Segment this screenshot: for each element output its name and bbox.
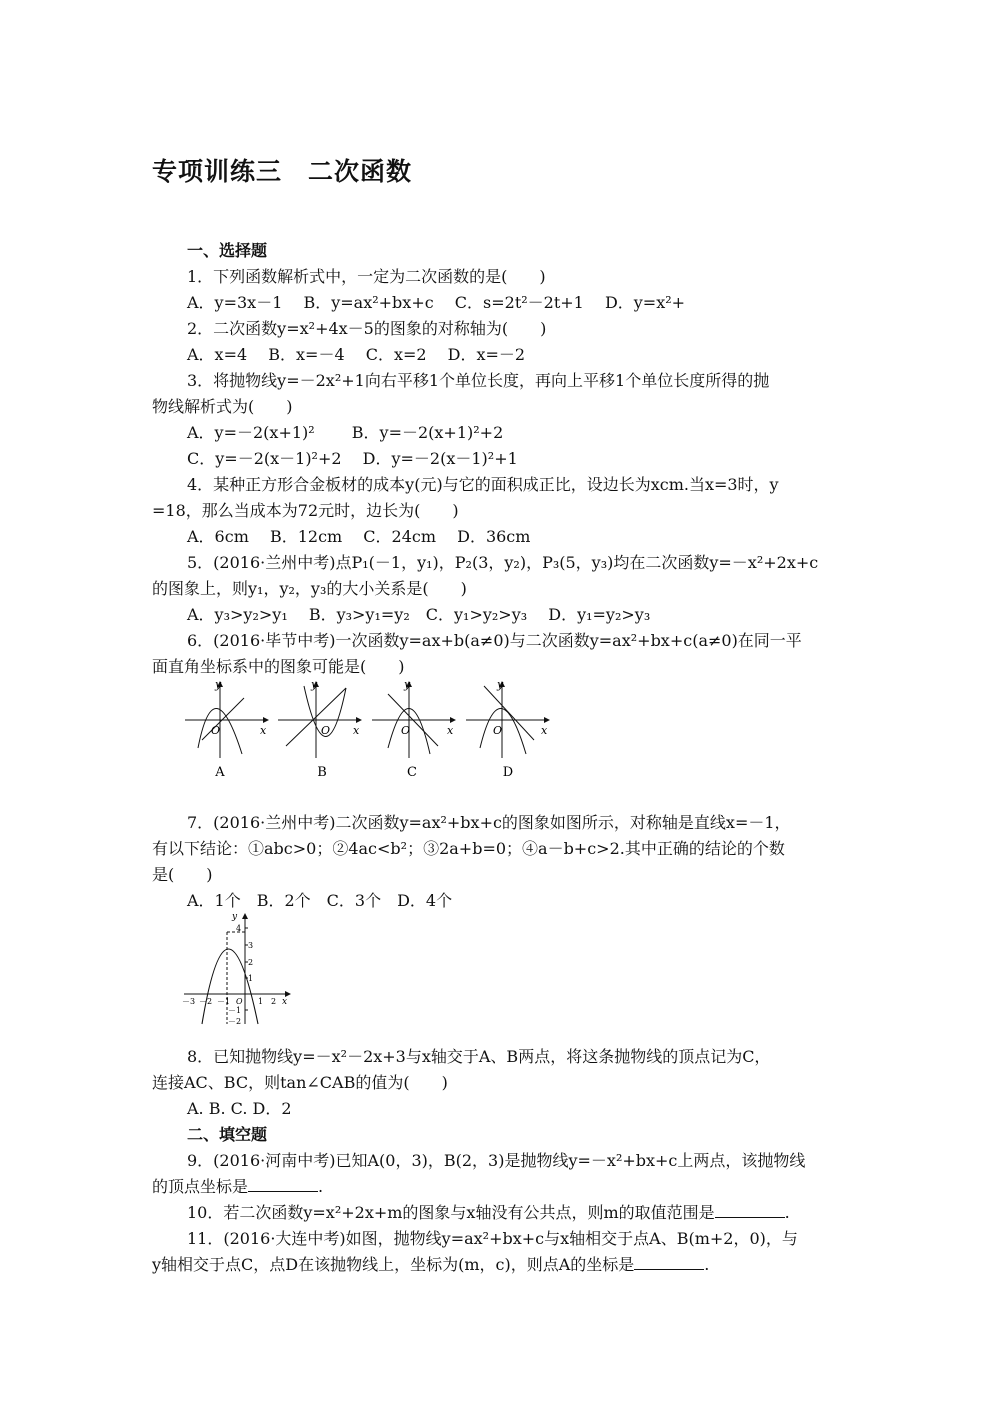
q7-x-m2: －2 xyxy=(199,997,213,1006)
q6-graphs xyxy=(180,676,560,786)
q6-graph-b xyxy=(278,682,361,758)
q6-d-x: x xyxy=(541,724,548,737)
q9-stem-2-text: 的顶点坐标是 xyxy=(152,1177,249,1196)
q11-stem-1: 11．(2016·大连中考)如图，抛物线y=ax²+bx+c与x轴相交于点A、B(m+2，0)，与 xyxy=(187,1229,798,1248)
q7-y-m2: －2 xyxy=(228,1017,242,1026)
q3-options-1: A．y=－2(x+1)² B．y=－2(x+1)²+2 xyxy=(187,423,504,442)
q3-options-2: C．y=－2(x－1)²+2 D．y=－2(x－1)²+1 xyxy=(187,449,518,468)
section-choice: 一、选择题 xyxy=(187,241,268,260)
q6-a-y: y xyxy=(215,678,222,691)
q5-options: A．y₃>y₂>y₁ B．y₃>y₁=y₂ C．y₁>y₂>y₃ D．y₁=y₂>y₃ xyxy=(187,605,651,624)
q6-label-d: D xyxy=(502,765,514,780)
q4-stem-1: 4．某种正方形合金板材的成本y(元)与它的面积成正比，设边长为xcm.当x=3时，y xyxy=(187,475,779,494)
q6-stem-1: 6．(2016·毕节中考)一次函数y=ax+b(a≠0)与二次函数y=ax²+bx+c(a≠0)在同一平 xyxy=(187,631,802,650)
q7-y-3: 3 xyxy=(248,941,254,950)
q3-stem-2: 物线解析式为( ) xyxy=(152,397,293,416)
q6-label-c: C xyxy=(407,765,417,780)
q7-y-1: 1 xyxy=(248,974,254,983)
q11-stem-2 xyxy=(152,1254,844,1276)
q6-a-o: O xyxy=(211,724,221,737)
q7-options: A．1个 B．2个 C．3个 D．4个 xyxy=(187,891,453,910)
q7-y-4: 4 xyxy=(236,924,242,933)
q7-x-1: 1 xyxy=(258,997,264,1006)
q7-stem-1: 7．(2016·兰州中考)二次函数y=ax²+bx+c的图象如图所示，对称轴是直线x=－1， xyxy=(187,813,791,832)
q7-y-m1: －1 xyxy=(228,1006,242,1015)
q9-answer-blank[interactable] xyxy=(248,1177,318,1192)
q6-d-y: y xyxy=(497,678,504,691)
q9-stem-2 xyxy=(152,1176,844,1198)
q10-end: . xyxy=(784,1203,790,1222)
q2-options: A．x=4 B．x=－4 C．x=2 D．x=－2 xyxy=(187,345,526,364)
q6-label-a: A xyxy=(215,765,225,780)
q8-stem-2: 连接AC、BC，则tan∠CAB的值为( ) xyxy=(152,1073,448,1092)
q10-answer-blank[interactable] xyxy=(715,1203,785,1218)
q6-graph-c xyxy=(372,682,455,758)
q9-stem-1: 9．(2016·河南中考)已知A(0，3)，B(2，3)是抛物线y=－x²+bx+c上两点，该抛物线 xyxy=(187,1151,806,1170)
q5-stem-2: 的图象上，则y₁，y₂，y₃的大小关系是( ) xyxy=(152,579,467,598)
q8-options: A. B. C. D．2 xyxy=(187,1099,292,1118)
q7-stem-2: 有以下结论：①abc>0；②4ac<b²；③2a+b=0；④a－b+c>2.其中正确的结论的个数 xyxy=(152,839,785,858)
q7-x-m1: －1 xyxy=(217,997,231,1006)
q6-graph-d xyxy=(466,682,549,758)
q6-b-o: O xyxy=(321,724,331,737)
q6-a-x: x xyxy=(260,724,267,737)
q4-stem-2: =18，那么当成本为72元时，边长为( ) xyxy=(152,501,459,520)
q1-options: A．y=3x－1 B．y=ax²+bx+c C．s=2t²－2t+1 D．y=x²+ xyxy=(187,293,686,312)
q6-d-o: O xyxy=(493,724,503,737)
q7-y-label: y xyxy=(232,912,238,922)
q5-stem-1: 5．(2016·兰州中考)点P₁(－1，y₁)，P₂(3，y₂)，P₃(5，y₃)均在二次函数y=－x²+2x+c xyxy=(187,553,819,572)
q10-stem-text: 10．若二次函数y=x²+2x+m的图象与x轴没有公共点，则m的取值范围是 xyxy=(187,1203,715,1222)
q11-stem-2-text: y轴相交于点C，点D在该抛物线上，坐标为(m，c)，则点A的坐标是 xyxy=(152,1255,635,1274)
page-title: 专项训练三 二次函数 xyxy=(152,157,413,186)
q7-y-2: 2 xyxy=(248,958,254,967)
q6-c-x: x xyxy=(447,724,454,737)
q11-answer-blank[interactable] xyxy=(634,1255,704,1270)
q7-stem-3: 是( ) xyxy=(152,865,213,884)
q7-x-m3: －3 xyxy=(182,997,196,1006)
q8-stem-1: 8．已知抛物线y=－x²－2x+3与x轴交于A、B两点，将这条抛物线的顶点记为C， xyxy=(187,1047,771,1066)
section-fill: 二、填空题 xyxy=(187,1125,268,1144)
q6-b-y: y xyxy=(311,678,318,691)
q6-c-y: y xyxy=(404,678,411,691)
q6-label-b: B xyxy=(317,765,327,780)
q11-end: . xyxy=(704,1255,710,1274)
q6-c-o: O xyxy=(401,724,411,737)
q9-end: . xyxy=(318,1177,324,1196)
q4-options: A．6cm B．12cm C．24cm D．36cm xyxy=(187,527,531,546)
q7-x-o: O xyxy=(236,997,243,1006)
q3-stem-1: 3．将抛物线y=－2x²+1向右平移1个单位长度，再向上平移1个单位长度所得的抛 xyxy=(187,371,770,390)
q6-graph-a xyxy=(185,682,268,758)
q6-b-x: x xyxy=(353,724,360,737)
q1-stem: 1．下列函数解析式中，一定为二次函数的是( ) xyxy=(187,267,546,286)
q7-graph xyxy=(180,910,295,1030)
q7-x-label: x xyxy=(282,997,288,1007)
q10-stem xyxy=(187,1202,879,1224)
q7-x-2: 2 xyxy=(271,997,277,1006)
q2-stem: 2．二次函数y=x²+4x－5的图象的对称轴为( ) xyxy=(187,319,547,338)
q6-stem-2: 面直角坐标系中的图象可能是( ) xyxy=(152,657,405,676)
